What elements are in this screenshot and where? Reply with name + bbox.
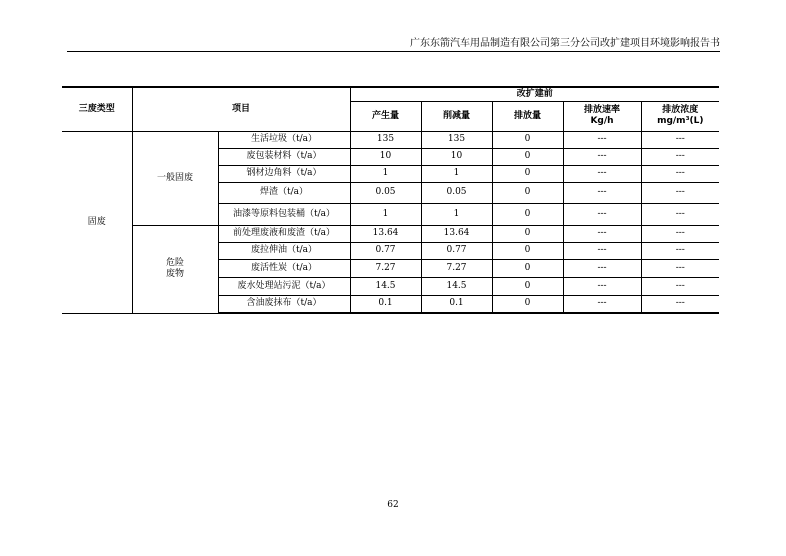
conc-cell: --- — [641, 182, 719, 203]
header-divider — [67, 51, 720, 52]
item-cell: 生活垃圾（t/a） — [218, 131, 350, 148]
conc-cell: --- — [641, 165, 719, 182]
header-group: 改扩建前 — [350, 87, 719, 101]
discharge-cell: 0 — [492, 203, 563, 225]
rate-cell: --- — [563, 259, 641, 277]
reduced-cell: 1 — [421, 203, 492, 225]
rate-cell: --- — [563, 203, 641, 225]
produced-cell: 7.27 — [350, 259, 421, 277]
rate-cell: --- — [563, 148, 641, 165]
item-cell: 废拉伸油（t/a） — [218, 242, 350, 259]
page-number: 62 — [387, 500, 399, 510]
conc-cell: --- — [641, 203, 719, 225]
category-hazardous-line1: 危险 — [165, 258, 184, 268]
rate-cell: --- — [563, 277, 641, 295]
reduced-cell: 14.5 — [421, 277, 492, 295]
header-item: 项目 — [132, 87, 350, 131]
reduced-cell: 0.77 — [421, 242, 492, 259]
item-cell: 废包装材料（t/a） — [218, 148, 350, 165]
item-cell: 前处理废液和废渣（t/a） — [218, 225, 350, 242]
produced-cell: 1 — [350, 203, 421, 225]
conc-cell: --- — [641, 295, 719, 313]
table-row — [62, 225, 719, 242]
discharge-cell: 0 — [492, 131, 563, 148]
item-cell: 油漆等原料包装桶（t/a） — [218, 203, 350, 225]
waste-table — [62, 86, 719, 314]
type-cell: 固废 — [62, 131, 132, 313]
header-rate-label: 排放速率 — [584, 105, 621, 115]
reduced-cell: 135 — [421, 131, 492, 148]
rate-cell: --- — [563, 165, 641, 182]
table-row — [62, 131, 719, 148]
conc-cell: --- — [641, 277, 719, 295]
item-cell: 焊渣（t/a） — [218, 182, 350, 203]
produced-cell: 0.1 — [350, 295, 421, 313]
conc-cell: --- — [641, 259, 719, 277]
rate-cell: --- — [563, 131, 641, 148]
header-row-1 — [62, 87, 719, 101]
discharge-cell: 0 — [492, 165, 563, 182]
header-reduced: 削减量 — [421, 101, 492, 131]
discharge-cell: 0 — [492, 148, 563, 165]
rate-cell: --- — [563, 182, 641, 203]
rate-cell: --- — [563, 295, 641, 313]
discharge-cell: 0 — [492, 182, 563, 203]
reduced-cell: 10 — [421, 148, 492, 165]
rate-cell: --- — [563, 242, 641, 259]
header-type: 三废类型 — [62, 87, 132, 131]
conc-cell: --- — [641, 131, 719, 148]
conc-cell: --- — [641, 148, 719, 165]
conc-cell: --- — [641, 242, 719, 259]
reduced-cell: 7.27 — [421, 259, 492, 277]
header-produced: 产生量 — [350, 101, 421, 131]
header-conc-unit: mg/m³(L) — [657, 116, 704, 126]
discharge-cell: 0 — [492, 225, 563, 242]
item-cell: 废活性炭（t/a） — [218, 259, 350, 277]
category-hazardous-line2: 废物 — [165, 269, 184, 279]
reduced-cell: 0.05 — [421, 182, 492, 203]
conc-cell: --- — [641, 225, 719, 242]
page-header: 广东东箭汽车用品制造有限公司第三分公司改扩建项目环境影响报告书 — [410, 38, 720, 49]
reduced-cell: 1 — [421, 165, 492, 182]
category-general: 一般固废 — [132, 131, 218, 225]
produced-cell: 0.77 — [350, 242, 421, 259]
reduced-cell: 13.64 — [421, 225, 492, 242]
produced-cell: 14.5 — [350, 277, 421, 295]
header-rate — [563, 101, 641, 131]
discharge-cell: 0 — [492, 295, 563, 313]
rate-cell: --- — [563, 225, 641, 242]
discharge-cell: 0 — [492, 277, 563, 295]
item-cell: 废水处理站污泥（t/a） — [218, 277, 350, 295]
produced-cell: 10 — [350, 148, 421, 165]
header-rate-unit: Kg/h — [590, 116, 614, 126]
discharge-cell: 0 — [492, 242, 563, 259]
produced-cell: 0.05 — [350, 182, 421, 203]
produced-cell: 1 — [350, 165, 421, 182]
header-conc — [641, 101, 719, 131]
item-cell: 含油废抹布（t/a） — [218, 295, 350, 313]
produced-cell: 13.64 — [350, 225, 421, 242]
header-conc-label: 排放浓度 — [662, 105, 699, 115]
header-discharge: 排放量 — [492, 101, 563, 131]
produced-cell: 135 — [350, 131, 421, 148]
reduced-cell: 0.1 — [421, 295, 492, 313]
discharge-cell: 0 — [492, 259, 563, 277]
category-hazardous — [132, 225, 218, 313]
item-cell: 钢材边角料（t/a） — [218, 165, 350, 182]
